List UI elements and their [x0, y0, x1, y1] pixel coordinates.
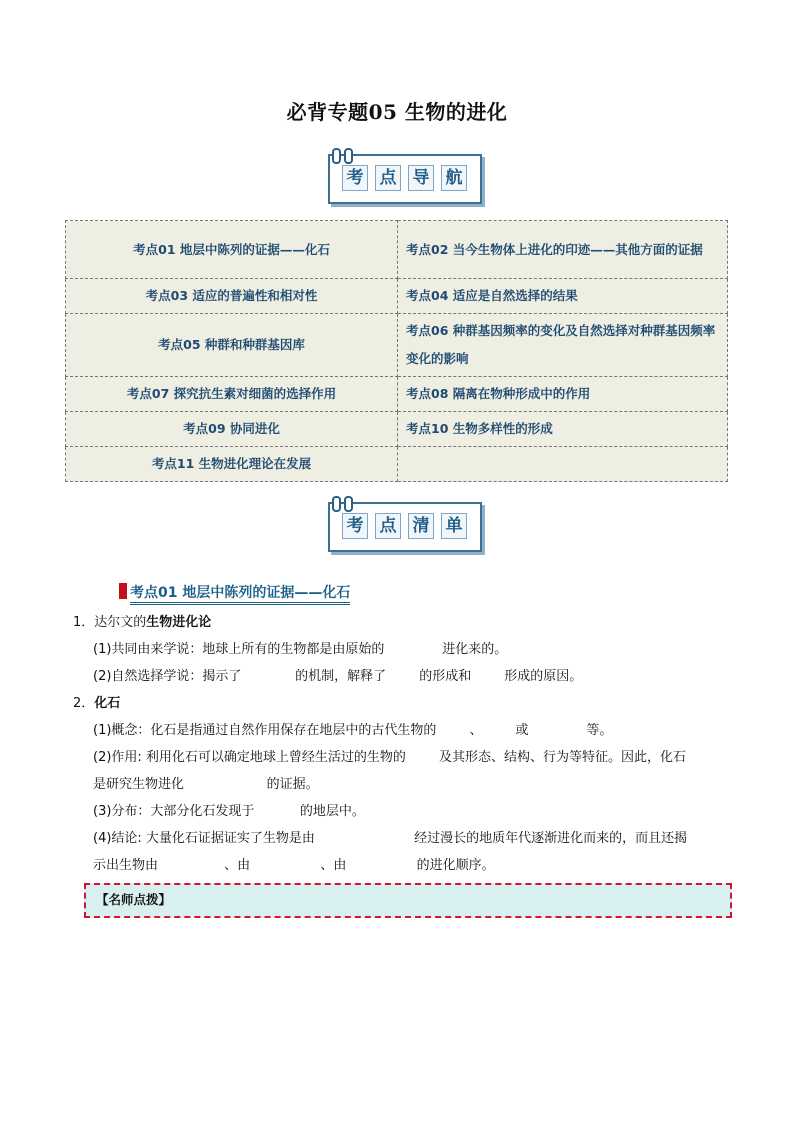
topic-cell: 考点08 隔离在物种形成中的作用 — [398, 377, 728, 412]
heading-2 — [73, 690, 733, 717]
paragraph: (1)共同由来学说：地球上所有的生物都是由原始的 进化来的。 — [93, 642, 508, 657]
paragraph: (1)概念：化石是指通过自然作用保存在地层中的古代生物的 、 或 等。 — [93, 723, 613, 738]
paragraph: (2)自然选择学说：揭示了 的机制，解释了 的形成和 形成的原因。 — [93, 669, 583, 684]
table-row — [66, 377, 728, 412]
paragraph: (3)分布：大部分化石发现于 的地层中。 — [93, 804, 365, 819]
topic-cell — [398, 221, 728, 279]
topic-cell — [398, 447, 728, 482]
banner-char: 清 — [408, 513, 434, 539]
nav-banner — [328, 148, 484, 204]
heading-number: 1． — [73, 615, 95, 630]
paragraph: 示出生物由 、由 、由 的进化顺序。 — [93, 858, 495, 873]
paragraph: (4)结论: 大量化石证据证实了生物是由 经过漫长的地质年代逐渐进化而来的，而且还揭 — [93, 831, 688, 846]
teacher-tip-box — [84, 883, 732, 918]
binder-rings-icon — [332, 496, 353, 512]
banner-char: 单 — [441, 513, 467, 539]
table-row — [66, 221, 728, 279]
topic-cell: 考点11 生物进化理论在发展 — [66, 447, 398, 482]
heading-bold-text: 化石 — [94, 696, 121, 711]
heading-bold-text: 生物进化论 — [146, 615, 212, 630]
banner-char: 航 — [441, 165, 467, 191]
section-heading — [119, 582, 350, 602]
tip-label: 【名师点拨】 — [96, 892, 172, 907]
topic-cell: 考点04 适应是自然选择的结果 — [398, 279, 728, 314]
content-body — [73, 609, 733, 879]
red-marker-icon — [119, 583, 127, 599]
banner-char: 考 — [342, 513, 368, 539]
section-heading-text: 考点01 地层中陈列的证据——化石 — [130, 585, 350, 605]
paragraph: 是研究生物进化 的证据。 — [93, 777, 319, 792]
topic-cell: 考点07 探究抗生素对细菌的选择作用 — [66, 377, 398, 412]
banner-char: 导 — [408, 165, 434, 191]
topic-cell: 考点09 协同进化 — [66, 412, 398, 447]
banner-char: 考 — [342, 165, 368, 191]
topic-cell-text: 考点06 种群基因频率的变化及自然选择对种群基因频率变化的影响 — [406, 323, 716, 366]
topic-navigation-table — [65, 220, 728, 482]
heading-text: 达尔文的 — [94, 615, 147, 630]
banner-char: 点 — [375, 513, 401, 539]
topic-cell: 考点03 适应的普遍性和相对性 — [66, 279, 398, 314]
topic-cell — [398, 314, 728, 377]
paragraph: (2)作用: 利用化石可以确定地球上曾经生活过的生物的 及其形态、结构、行为等特征。因此，化石 — [93, 750, 686, 765]
heading-number: 2． — [73, 696, 95, 711]
heading-1 — [73, 609, 733, 636]
banner-char: 点 — [375, 165, 401, 191]
binder-rings-icon — [332, 148, 353, 164]
topic-cell: 考点05 种群和种群基因库 — [66, 314, 398, 377]
table-row — [66, 279, 728, 314]
list-banner — [328, 496, 484, 552]
topic-cell: 考点10 生物多样性的形成 — [398, 412, 728, 447]
table-row — [66, 314, 728, 377]
table-row — [66, 412, 728, 447]
topic-cell: 考点01 地层中陈列的证据——化石 — [66, 221, 398, 279]
table-row — [66, 447, 728, 482]
topic-cell-text: 考点02 当今生物体上进化的印迹——其他方面的证据 — [406, 241, 703, 257]
page-title: 必背专题05 生物的进化 — [286, 100, 508, 124]
